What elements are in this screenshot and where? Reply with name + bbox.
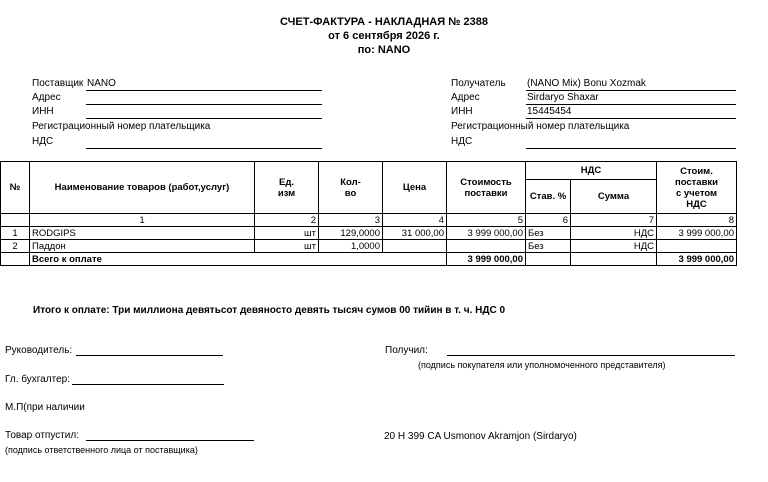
col-number: 1	[30, 214, 255, 227]
col-number: 6	[526, 214, 571, 227]
table-footer-row	[1, 253, 737, 266]
receiver-line	[526, 90, 736, 91]
invoice-table	[0, 161, 737, 266]
released-signature-line	[86, 440, 254, 441]
col-number: 3	[319, 214, 383, 227]
supplier-address-label: Адрес	[32, 92, 61, 103]
stamp-label: М.П(при наличии	[5, 402, 85, 413]
col-number: 7	[571, 214, 657, 227]
supplier-value: NANO	[87, 78, 116, 89]
footer-cost: 3 999 000,00	[447, 253, 526, 266]
receiver-address-line	[526, 104, 736, 105]
table-row	[1, 227, 737, 240]
row-qty: 129,0000	[319, 227, 383, 240]
receiver-address-label: Адрес	[451, 92, 480, 103]
invoice-date: от 6 сентября 2026 г.	[328, 30, 440, 42]
supplier-nds-label: НДС	[32, 136, 54, 147]
row-qty: 1,0000	[319, 240, 383, 253]
row-name: Паддон	[30, 240, 255, 253]
row-name: RODGIPS	[30, 227, 255, 240]
released-note: (подпись ответственного лица от поставщика)	[5, 445, 198, 455]
row-rate: Без	[526, 227, 571, 240]
supplier-reg-label: Регистрационный номер плательщика	[32, 121, 211, 132]
supplier-inn-label: ИНН	[32, 106, 54, 117]
invoice-contract: по: NANO	[357, 44, 411, 56]
receiver-inn-value: 15445454	[527, 106, 572, 117]
row-cost: 3 999 000,00	[447, 227, 526, 240]
row-total	[657, 240, 737, 253]
released-label: Товар отпустил:	[5, 430, 79, 441]
supplier-inn-line	[86, 118, 322, 119]
header-total: Стоим. поставки с учетом НДС	[657, 162, 737, 214]
director-label: Руководитель:	[5, 345, 73, 356]
header-name: Наименование товаров (работ,услуг)	[30, 162, 255, 214]
received-signature-line	[447, 355, 735, 356]
row-sum: НДС	[571, 240, 657, 253]
row-rate: Без	[526, 240, 571, 253]
column-numbers-row	[1, 214, 737, 227]
receiver-nds-line	[526, 148, 736, 149]
header-sum: Сумма	[571, 180, 657, 214]
director-signature-line	[76, 355, 223, 356]
footer-total: 3 999 000,00	[657, 253, 737, 266]
header-num: №	[1, 162, 30, 214]
receiver-inn-line	[526, 118, 736, 119]
row-num: 1	[1, 227, 30, 240]
receiver-value: (NANO Mix) Bonu Xozmak	[527, 78, 646, 89]
receiver-nds-label: НДС	[451, 136, 473, 147]
supplier-label: Поставщик	[32, 78, 84, 89]
received-note: (подпись покупателя или уполномоченного представителя)	[418, 360, 666, 370]
header-rate: Став. %	[526, 180, 571, 214]
supplier-address-line	[86, 104, 322, 105]
col-number: 4	[383, 214, 447, 227]
header-qty: Кол- во	[319, 162, 383, 214]
receiver-info: 20 H 399 CA Usmonov Akramjon (Sirdaryo)	[384, 431, 577, 442]
col-number: 5	[447, 214, 526, 227]
receiver-reg-label: Регистрационный номер плательщика	[451, 121, 630, 132]
header-unit: Ед. изм	[255, 162, 319, 214]
header-cost: Стоимость поставки	[447, 162, 526, 214]
row-unit: шт	[255, 227, 319, 240]
table-row	[1, 240, 737, 253]
receiver-inn-label: ИНН	[451, 106, 473, 117]
row-price	[383, 240, 447, 253]
supplier-nds-line	[86, 148, 322, 149]
row-sum: НДС	[571, 227, 657, 240]
row-num: 2	[1, 240, 30, 253]
receiver-address-value: Sirdaryo Shaxar	[527, 92, 599, 103]
invoice-title: СЧЕТ-ФАКТУРА - НАКЛАДНАЯ № 2388	[280, 16, 488, 28]
accountant-label: Гл. бухгалтер:	[5, 374, 70, 385]
col-number: 2	[255, 214, 319, 227]
col-number: 8	[657, 214, 737, 227]
header-nds: НДС	[526, 162, 657, 180]
row-unit: шт	[255, 240, 319, 253]
supplier-line	[86, 90, 322, 91]
row-cost	[447, 240, 526, 253]
header-price: Цена	[383, 162, 447, 214]
row-total: 3 999 000,00	[657, 227, 737, 240]
row-price: 31 000,00	[383, 227, 447, 240]
accountant-signature-line	[72, 384, 224, 385]
footer-label: Всего к оплате	[30, 253, 447, 266]
receiver-label: Получатель	[451, 78, 506, 89]
total-in-words: Итого к оплате: Три миллиона девятьсот девяносто девять тысяч сумов 00 тийин в т. ч. НДС 0	[33, 305, 506, 316]
received-label: Получил:	[385, 345, 428, 356]
